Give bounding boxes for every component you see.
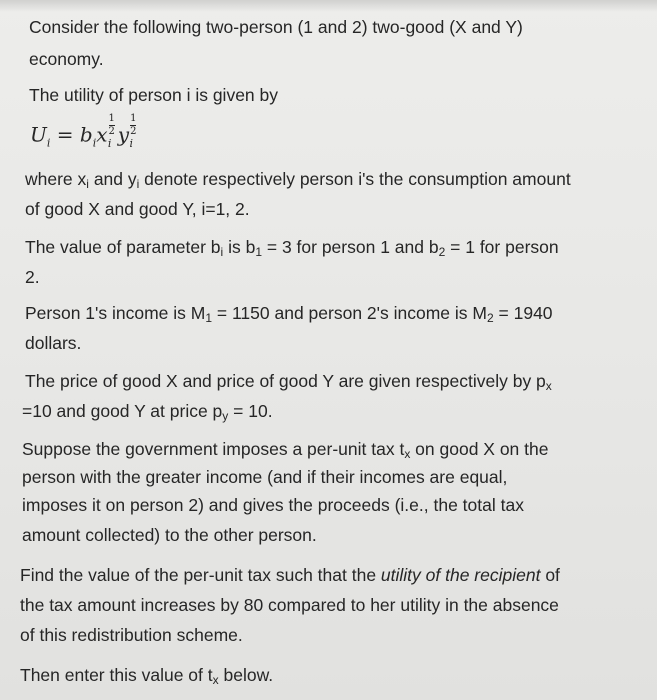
price-line-1: The price of good X and price of good Y are given respectively by px: [25, 371, 552, 393]
parameter-line-2: 2.: [25, 267, 40, 287]
task-line-1: Find the value of the per-unit tax such that the utility of the recipient of: [20, 565, 560, 585]
tax-line-3: imposes it on person 2) and gives the proceeds (i.e., the total tax: [22, 495, 524, 515]
tax-line-4: amount collected) to the other person.: [22, 525, 317, 545]
answer-instruction: Then enter this value of tx below.: [20, 665, 274, 687]
intro-line-2: economy.: [29, 49, 104, 69]
utility-formula: $U_i = b_ix$ $\frac{1}{2}$ $_i$ y $\frac{1}{2}$ $_i$: [30, 113, 137, 150]
tax-line-2: person with the greater income (and if their incomes are equal,: [22, 467, 508, 487]
parameter-line-1: The value of parameter bi is b1 = 3 for person 1 and b2 = 1 for person: [25, 237, 559, 259]
price-line-2: =10 and good Y at price py = 10.: [22, 401, 273, 423]
task-line-2: the tax amount increases by 80 compared to her utility in the absence: [20, 595, 559, 615]
income-line-1: Person 1's income is M1 = 1150 and person 2's income is M2 = 1940: [25, 303, 553, 325]
utility-intro: The utility of person i is given by: [29, 85, 279, 105]
variables-line-1: where xi and yi denote respectively person i's the consumption amount: [25, 169, 571, 191]
variables-line-2: of good X and good Y, i=1, 2.: [25, 199, 250, 219]
income-line-2: dollars.: [25, 333, 82, 353]
intro-line-1: Consider the following two-person (1 and 2) two-good (X and Y): [29, 17, 523, 37]
task-line-3: of this redistribution scheme.: [20, 625, 243, 645]
photo-shadow: [0, 0, 657, 12]
tax-line-1: Suppose the government imposes a per-unit tax tx on good X on the: [22, 439, 549, 461]
